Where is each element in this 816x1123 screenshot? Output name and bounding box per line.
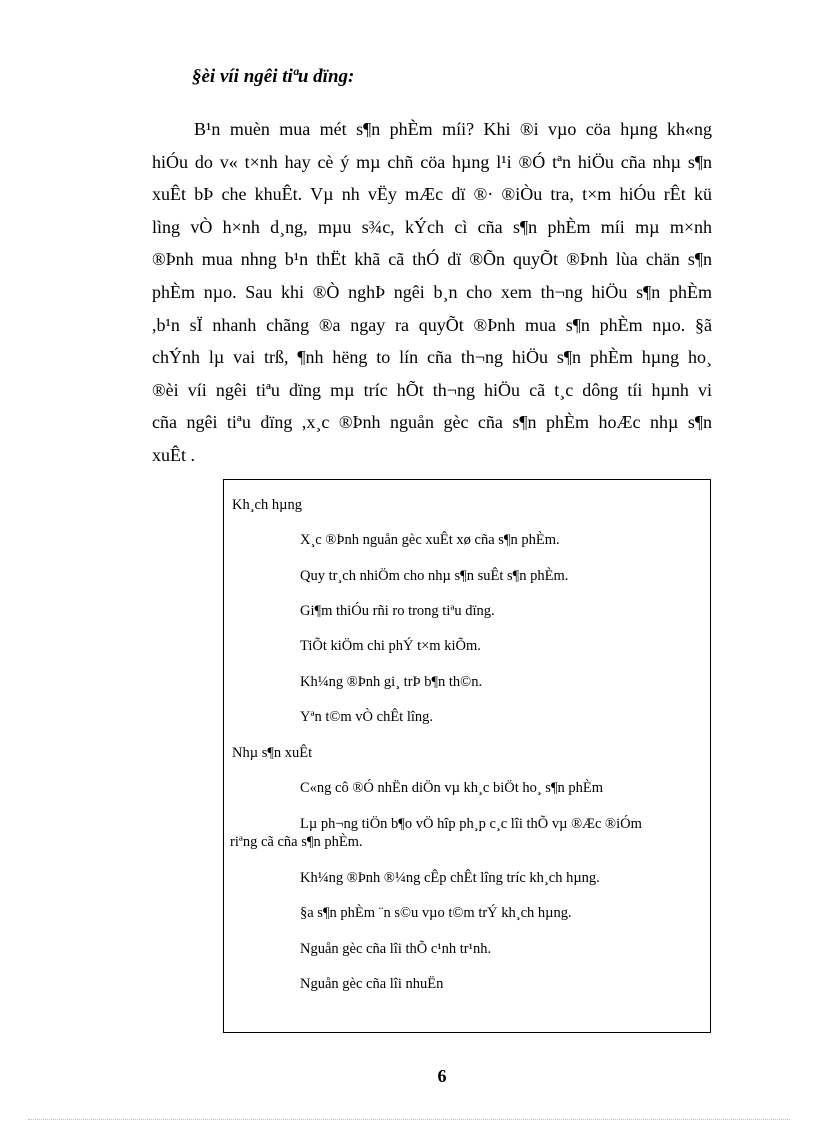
paragraph-line: ,b¹n sÏ nhanh chãng ®a ngay ra quyÕt ®Þnh mua s¶n phÈm nµo. §ã	[152, 314, 712, 335]
paragraph-line: chÝnh lµ vai trß, ¶nh hëng to lín cña th¬ng hiÖu s¶n phÈm hµng ho¸	[152, 347, 712, 368]
paragraph-line: phÈm nµo. Sau khi ®Ò nghÞ ngêi b¸n cho xem th¬ng hiÖu s¶n phÈm	[152, 281, 712, 302]
customer-item: Quy tr¸ch nhiÖm cho nhµ s¶n suÊt s¶n phÈm.	[300, 568, 569, 584]
benefits-box	[223, 479, 711, 1033]
customer-item: X¸c ®Þnh nguån gèc xuÊt xø cña s¶n phÈm.	[300, 532, 560, 548]
producer-heading: Nhµ s¶n xuÊt	[232, 745, 313, 761]
paragraph-line: hiÓu do v« t×nh hay cè ý mµ chñ cöa hµng l¹i ®Ó tªn hiÖu cña nhµ s¶n	[152, 151, 712, 172]
page-bottom-divider	[28, 1119, 790, 1120]
customer-item: TiÕt kiÖm chi phÝ t×m kiÕm.	[300, 638, 481, 654]
producer-item: Nguån gèc cña lîi thÕ c¹nh tr¹nh.	[300, 941, 492, 957]
customer-heading: Kh¸ch hµng	[232, 497, 302, 513]
paragraph-line: cña ngêi tiªu dïng ,x¸c ®Þnh nguån gèc cña s¶n phÈm hoÆc nhµ s¶n	[152, 412, 712, 433]
customer-item: Yªn t©m vÒ chÊt lîng.	[300, 709, 434, 725]
producer-item: C«ng cô ®Ó nhËn diÖn vµ kh¸c biÖt ho¸ s¶n phÈm	[300, 780, 604, 796]
producer-item: Kh¼ng ®Þnh ®¼ng cÊp chÊt lîng tríc kh¸ch hµng.	[300, 870, 600, 886]
customer-item: Gi¶m thiÓu rñi ro trong tiªu dïng.	[300, 603, 495, 619]
paragraph-line: ®èi víi ngêi tiªu dïng mµ tríc hÕt th¬ng hiÖu cã t¸c dông tíi hµnh vi	[152, 379, 712, 400]
paragraph-line: xuÊt .	[152, 444, 195, 465]
page-number: 6	[437, 1066, 447, 1086]
paragraph-line: ®Þnh mua nhng b¹n thËt khã cã thÓ dï ®Õn quyÕt ®Þnh lùa chän s¶n	[152, 249, 712, 270]
producer-item-continuation: riªng cã cña s¶n phÈm.	[230, 834, 363, 850]
paragraph-line: xuÊt bÞ che khuÊt. Vµ nh vËy mÆc dï ®· ®iÒu tra, t×m hiÓu rÊt kü	[152, 184, 712, 205]
body-paragraph	[152, 113, 712, 472]
producer-item: §a s¶n phÈm ¨n s©u vµo t©m trÝ kh¸ch hµng.	[300, 905, 572, 921]
paragraph-line: B¹n muèn mua mét s¶n phÈm míi? Khi ®i vµo cöa hµng kh«ng	[194, 119, 712, 139]
producer-item: Nguån gèc cña lîi nhuËn	[300, 976, 444, 992]
producer-item: Lµ ph¬ng tiÖn b¶o vÖ hîp ph¸p c¸c lîi thÕ vµ ®Æc ®iÓm	[300, 816, 642, 832]
customer-item: Kh¼ng ®Þnh gi¸ trÞ b¶n th©n.	[300, 674, 483, 690]
paragraph-line: lìng vÒ h×nh d¸ng, mµu s¾c, kÝch cì cña s¶n phÈm míi mµ m×nh	[152, 216, 712, 237]
section-heading: §èi víi ngêi tiªu dïng:	[192, 66, 355, 87]
